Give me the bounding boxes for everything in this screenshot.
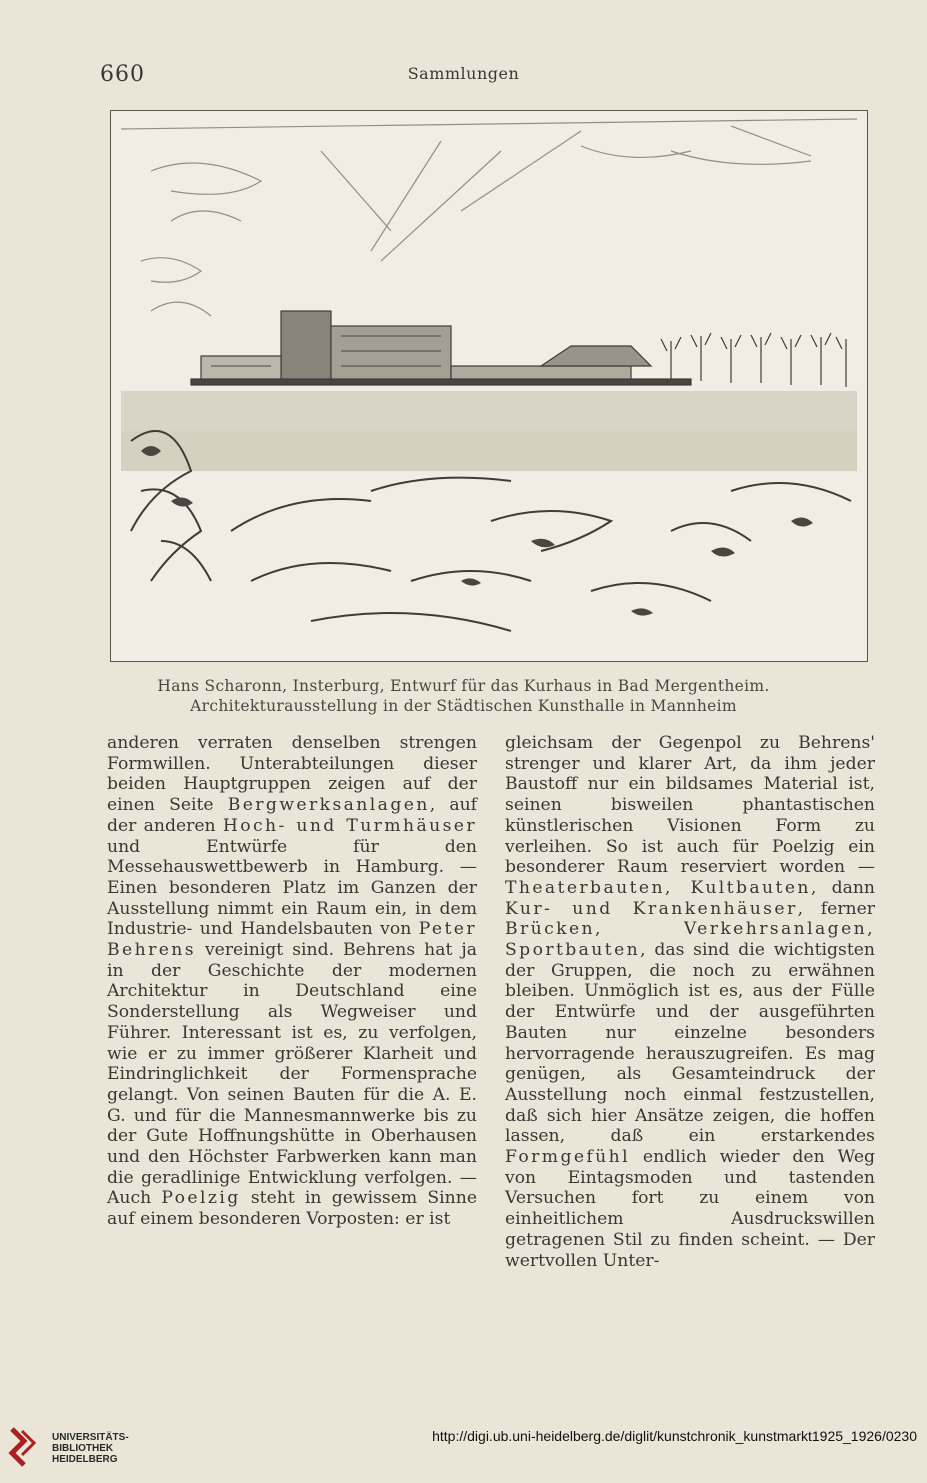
spaced-term: Peter Behrens — [107, 919, 477, 961]
right-paragraph — [505, 733, 875, 1271]
text-run: und Entwürfe für den Messehauswettbewerb in Hamburg. — Einen besonderen Platz im Ganzen der Ausstellung nimmt ein Raum ein, in dem Industrie- und Handelsbauten von — [107, 836, 477, 940]
spaced-term: Kur- und Krankenhäuser — [505, 898, 798, 919]
text-run: , auf der anderen — [107, 795, 478, 836]
library-name-line-1: UNIVERSITÄTS- — [52, 1432, 129, 1443]
caption-line-2: Architekturausstellung in der Städtischen Kunsthalle in Mannheim — [190, 697, 737, 715]
text-run: , ferner — [797, 898, 875, 919]
page-number: 660 — [100, 62, 145, 87]
left-text-column — [107, 733, 477, 1230]
right-text-column — [505, 733, 875, 1271]
source-url-link[interactable]: http://digi.ub.uni-heidelberg.de/diglit/kunstchronik_kunstmarkt1925_1926/0230 — [432, 1428, 917, 1444]
spaced-term: Bergwerksanlagen — [227, 795, 430, 816]
spaced-term: Brücken, Verkehrsanlagen, Sportbauten — [505, 919, 875, 961]
text-run: endlich wieder den Weg von Eintagsmoden und tastenden Versuchen fort zu einem von einheitlichem Ausdruckswillen getragenen Stil zu finden scheint. — Der wertvollen Unter- — [505, 1147, 875, 1271]
architectural-sketch-image — [110, 110, 868, 662]
library-name-line-3: HEIDELBERG — [52, 1454, 118, 1465]
spaced-term: Hoch- und Turmhäuser — [222, 815, 477, 836]
text-run: steht in gewissem Sinne auf einem besonderen Vorposten: er ist — [107, 1188, 477, 1230]
running-title: Sammlungen — [407, 64, 520, 83]
text-run: , das sind die wichtigsten der Gruppen, die noch zu erwähnen bleiben. Unmöglich ist es, aus der Fülle der Entwürfe und der ausgeführten Bauten nur einzelne besonders hervorragende herauszugreifen. Es mag genügen, als Gesamteindruck der Ausstellung noch einmal festzustellen, daß sich hier Ansätze zeigen, die hoffen lassen, daß ein erstarkendes — [505, 940, 875, 1147]
text-run: gleichsam der Gegenpol zu Behrens' strenger und klarer Art, da ihm jeder Baustoff nur ein bildsames Material ist, seinen bisweilen phantastischen künstlerischen Visionen Form zu verleihen. So ist auch für Poelzig ein besonderer Raum reserviert worden — — [505, 733, 875, 878]
text-run: anderen verraten denselben strengen Formwillen. Unterabteilungen dieser beiden Hauptgruppen zeigen auf der einen Seite — [107, 733, 477, 816]
figure-caption — [0, 676, 927, 716]
spaced-term: Formgefühl — [505, 1147, 631, 1168]
caption-line-1: Hans Scharonn, Insterburg, Entwurf für das Kurhaus in Bad Mergentheim. — [157, 677, 770, 695]
text-run: , dann — [810, 877, 875, 898]
library-name-line-2: BIBLIOTHEK — [52, 1443, 114, 1454]
text-run: vereinigt sind. Behrens hat ja in der Geschichte der modernen Architektur in Deutschland eine Sonderstellung als Wegweiser und Führer. Interessant ist es, zu verfolgen, wie er zu immer größerer Klarheit und Eindringlichkeit der Formensprache gelangt. Von seinen Bauten für die A. E. G. und für die Mannesmannwerke bis zu der Gute Hoffnungshütte in Oberhausen und den Höchster Farbwerken kann man die geradlinige Entwicklung verfolgen. — Auch — [107, 940, 477, 1209]
library-logo-icon — [8, 1425, 40, 1473]
library-name — [52, 1432, 129, 1465]
spaced-term: Theaterbauten, Kultbauten — [505, 877, 811, 898]
left-paragraph — [107, 733, 477, 1230]
spaced-term: Poelzig — [161, 1188, 241, 1209]
